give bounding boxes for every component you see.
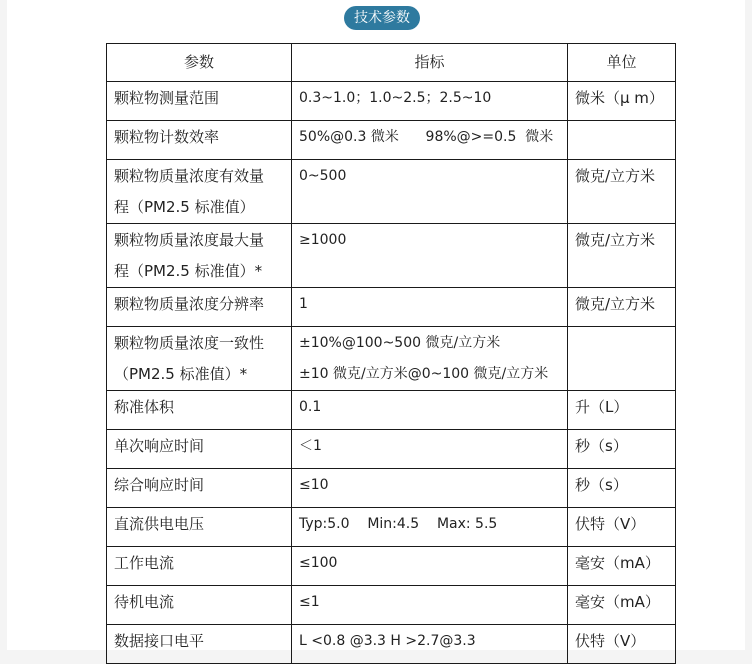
- table-row: [107, 391, 676, 430]
- table-row: [107, 288, 676, 327]
- unit-cell: 毫安（mA）: [568, 586, 676, 625]
- value-cell: ≥1000: [292, 224, 568, 288]
- param-cell: 综合响应时间: [107, 469, 292, 508]
- param-cell: 单次响应时间: [107, 430, 292, 469]
- param-cell: 颗粒物测量范围: [107, 82, 292, 121]
- unit-cell: 微克/立方米: [568, 288, 676, 327]
- table-row: [107, 469, 676, 508]
- param-cell: 数据接口电平: [107, 625, 292, 664]
- unit-cell: 秒（s）: [568, 430, 676, 469]
- spec-table: [106, 43, 676, 664]
- table-row: [107, 82, 676, 121]
- value-cell: 0~500: [292, 160, 568, 224]
- value-cell: ≤1: [292, 586, 568, 625]
- value-cell: 1: [292, 288, 568, 327]
- param-cell: 颗粒物计数效率: [107, 121, 292, 160]
- table-row: [107, 625, 676, 664]
- unit-cell: 升（L）: [568, 391, 676, 430]
- table-row: [107, 430, 676, 469]
- value-cell: 0.1: [292, 391, 568, 430]
- param-cell: 颗粒物质量浓度分辨率: [107, 288, 292, 327]
- value-cell: ≤10: [292, 469, 568, 508]
- table-row: [107, 160, 676, 224]
- value-cell: Typ:5.0 Min:4.5 Max: 5.5: [292, 508, 568, 547]
- param-cell: 待机电流: [107, 586, 292, 625]
- unit-cell: [568, 327, 676, 391]
- param-cell: 颗粒物质量浓度一致性 （PM2.5 标准值）*: [107, 327, 292, 391]
- unit-cell: 伏特（V）: [568, 625, 676, 664]
- value-cell: ±10%@100~500 微克/立方米 ±10 微克/立方米@0~100 微克/立方米: [292, 327, 568, 391]
- param-cell: 直流供电电压: [107, 508, 292, 547]
- unit-cell: 毫安（mA）: [568, 547, 676, 586]
- unit-cell: 微米（μ m）: [568, 82, 676, 121]
- table-row: [107, 327, 676, 391]
- page: [7, 0, 745, 650]
- unit-cell: 微克/立方米: [568, 160, 676, 224]
- table-header-row: [107, 44, 676, 82]
- header-unit: 单位: [568, 44, 676, 82]
- param-cell: 工作电流: [107, 547, 292, 586]
- value-cell: L <0.8 @3.3 H >2.7@3.3: [292, 625, 568, 664]
- table-row: [107, 547, 676, 586]
- unit-cell: 微克/立方米: [568, 224, 676, 288]
- param-cell: 称准体积: [107, 391, 292, 430]
- unit-cell: 秒（s）: [568, 469, 676, 508]
- header-param: 参数: [107, 44, 292, 82]
- table-row: [107, 586, 676, 625]
- table-row: [107, 121, 676, 160]
- param-cell: 颗粒物质量浓度最大量 程（PM2.5 标准值）*: [107, 224, 292, 288]
- value-cell: 0.3~1.0；1.0~2.5；2.5~10: [292, 82, 568, 121]
- value-cell: ＜1: [292, 430, 568, 469]
- param-cell: 颗粒物质量浓度有效量 程（PM2.5 标准值）: [107, 160, 292, 224]
- unit-cell: 伏特（V）: [568, 508, 676, 547]
- header-value: 指标: [292, 44, 568, 82]
- table-row: [107, 508, 676, 547]
- unit-cell: [568, 121, 676, 160]
- value-cell: 50%@0.3 微米 98%@>=0.5 微米: [292, 121, 568, 160]
- value-cell: ≤100: [292, 547, 568, 586]
- table-row: [107, 224, 676, 288]
- section-title-badge: 技术参数: [344, 6, 420, 30]
